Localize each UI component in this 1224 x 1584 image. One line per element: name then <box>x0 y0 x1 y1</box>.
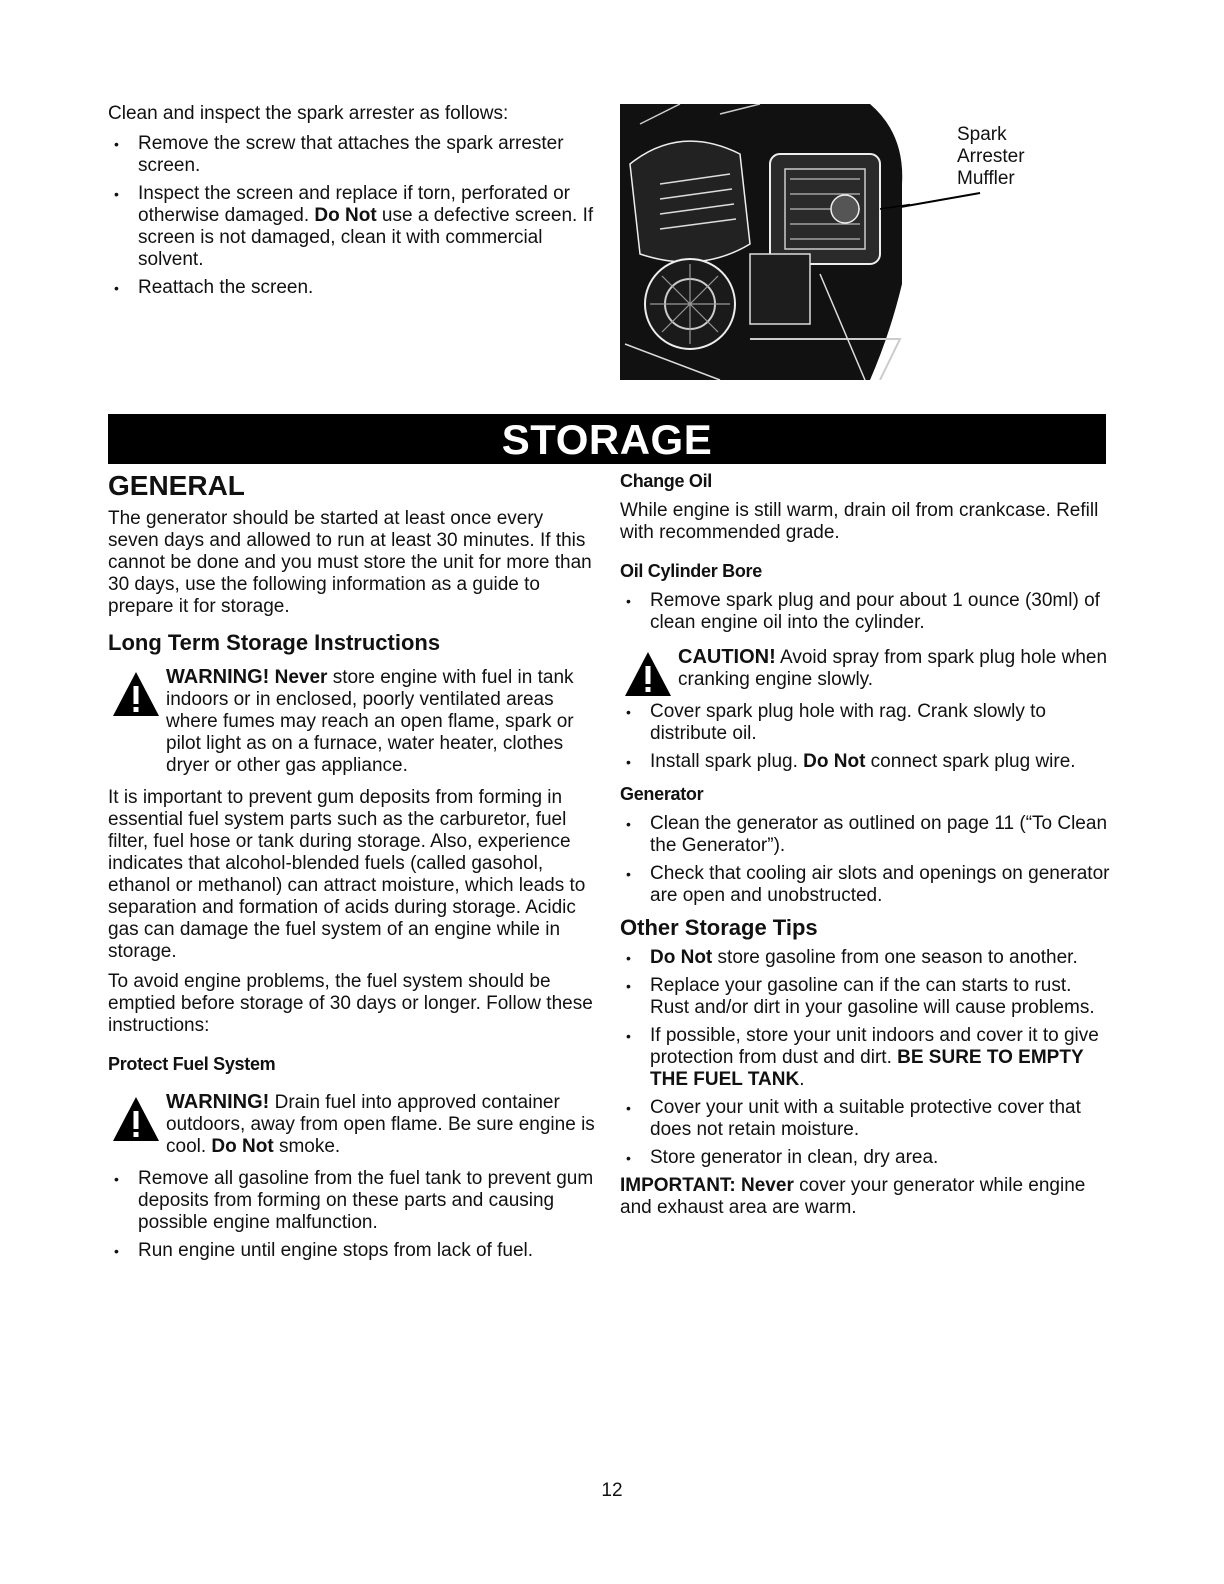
protect-fuel-heading: Protect Fuel System <box>108 1054 276 1074</box>
general-heading: GENERAL <box>108 470 245 501</box>
storage-banner <box>108 414 1106 464</box>
page-title: STORAGE <box>501 416 713 463</box>
warning-triangle-icon <box>112 1095 160 1143</box>
protect-bullets <box>108 1168 596 1262</box>
generator-bullets <box>620 813 1110 907</box>
list-item: • Remove spark plug and pour about 1 ounce (30ml) of clean engine oil into the cylinder. <box>620 590 1110 634</box>
spark-intro: Clean and inspect the spark arrester as follows: <box>108 103 509 124</box>
caution-triangle-icon <box>624 650 672 698</box>
long-term-heading: Long Term Storage Instructions <box>108 630 441 655</box>
caution-spray: CAUTION! Avoid spray from spark plug hole when cranking engine slowly. <box>620 646 1110 691</box>
other-tips-heading: Other Storage Tips <box>620 915 818 940</box>
warning-drain-fuel: WARNING! Drain fuel into approved container outdoors, away from open flame. Be sure engine is cool. Do Not smoke. <box>108 1091 596 1158</box>
callout-line <box>901 192 980 208</box>
engine-illustration <box>620 104 910 380</box>
spark-bullets <box>108 133 598 299</box>
list-item: • Do Not store gasoline from one season to another. <box>620 947 1110 969</box>
avoid-problems-text: To avoid engine problems, the fuel system should be emptied before storage of 30 days or longer. Follow these instructions: <box>108 971 593 1036</box>
list-item: • Run engine until engine stops from lack of fuel. <box>108 1240 596 1262</box>
list-item: • Reattach the screen. <box>108 277 598 299</box>
spark-arrester-label: Spark Arrester Muffler <box>957 124 1025 189</box>
oil-bore-bullets-2 <box>620 701 1110 773</box>
warning-triangle-icon <box>112 670 160 718</box>
list-item: • If possible, store your unit indoors and cover it to give protection from dust and dirt. BE SURE TO EMPTY THE FUEL TANK. <box>620 1025 1110 1091</box>
important-note: IMPORTANT: Never cover your generator while engine and exhaust area are warm. <box>620 1175 1086 1218</box>
oil-bore-bullets-1 <box>620 590 1110 634</box>
left-column <box>108 470 596 1268</box>
oil-bore-heading: Oil Cylinder Bore <box>620 561 762 581</box>
spark-arrester-section <box>108 103 598 305</box>
change-oil-text: While engine is still warm, drain oil from crankcase. Refill with recommended grade. <box>620 500 1099 543</box>
page-number: 12 <box>601 1480 623 1501</box>
list-item: • Store generator in clean, dry area. <box>620 1147 1110 1169</box>
list-item: • Install spark plug. Do Not connect spark plug wire. <box>620 751 1110 773</box>
list-item: • Remove the screw that attaches the spark arrester screen. <box>108 133 598 177</box>
list-item: • Remove all gasoline from the fuel tank to prevent gum deposits from forming on these parts and causing possible engine malfunction. <box>108 1168 596 1234</box>
list-item: • Replace your gasoline can if the can starts to rust. Rust and/or dirt in your gasoline will cause problems. <box>620 975 1110 1019</box>
list-item: • Inspect the screen and replace if torn, perforated or otherwise damaged. Do Not use a defective screen. If screen is not damaged, clean it with commercial solvent. <box>108 183 598 271</box>
warning-never-store: WARNING! Never store engine with fuel in tank indoors or in enclosed, poorly ventilated areas where fumes may reach an open flame, spark or pilot light as on a furnace, water heater, clothes dryer or other gas appliance. <box>108 666 596 777</box>
general-text: The generator should be started at least once every seven days and allowed to run at least 30 minutes. If this cannot be done and you must store the unit for more than 30 days, use the following information as a guide to prepare it for storage. <box>108 508 592 617</box>
gum-deposits-text: It is important to prevent gum deposits from forming in essential fuel system parts such as the carburetor, fuel filter, fuel hose or tank during storage. Also, experience indicates that alcohol-blended fuels (called gasohol, ethanol or methanol) can attract moisture, which leads to separation and formation of acids during storage. Acidic gas can damage the fuel system of an engine while in storage. <box>108 787 586 962</box>
list-item: • Cover your unit with a suitable protective cover that does not retain moisture. <box>620 1097 1110 1141</box>
list-item: • Clean the generator as outlined on page 11 (“To Clean the Generator”). <box>620 813 1110 857</box>
list-item: • Check that cooling air slots and openings on generator are open and unobstructed. <box>620 863 1110 907</box>
generator-heading: Generator <box>620 784 704 804</box>
list-item: • Cover spark plug hole with rag. Crank slowly to distribute oil. <box>620 701 1110 745</box>
change-oil-heading: Change Oil <box>620 471 713 491</box>
other-tips-bullets <box>620 947 1110 1169</box>
right-column <box>620 470 1110 1219</box>
